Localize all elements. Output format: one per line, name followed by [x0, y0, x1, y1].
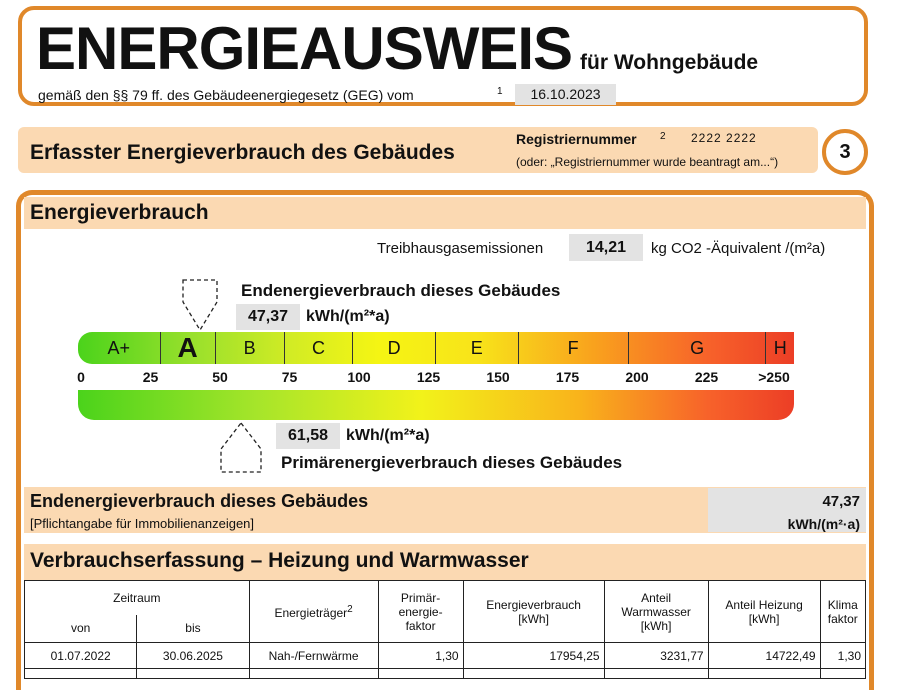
class-c: C: [285, 332, 354, 364]
row-climate: 1,30: [820, 643, 865, 669]
class-f: F: [519, 332, 629, 364]
class-g: G: [629, 332, 767, 364]
end-summary-subtitle: [Pflichtangabe für Immobilienanzeigen]: [30, 516, 255, 531]
scale-tick: 125: [416, 369, 441, 385]
end-summary-title: Endenergieverbrauch dieses Gebäudes: [30, 491, 369, 511]
primary-energy-value: 61,58: [276, 423, 340, 449]
scale-tick: 200: [625, 369, 649, 385]
energy-use-header: Energieverbrauch [kWh]: [463, 581, 604, 643]
document-subtitle: für Wohngebäude: [580, 51, 759, 74]
to-header: bis: [137, 615, 249, 643]
end-summary-unit: kWh/(m²·a): [787, 516, 860, 532]
class-h: H: [773, 338, 787, 358]
row-to: 30.06.2025: [137, 643, 249, 669]
registration-note: (oder: „Registriernummer wurde beantragt am...“): [516, 155, 779, 169]
end-energy-unit: kWh/(m²*a): [306, 308, 390, 325]
consumption-section-title: Verbrauchserfassung – Heizung und Warmwasser: [30, 549, 529, 572]
scale-tick: 150: [486, 369, 510, 385]
scale-tick: 75: [281, 369, 298, 385]
footnote-marker: 1: [497, 86, 503, 97]
primary-factor-header: Primär- energie- faktor: [378, 581, 463, 643]
class-d: D: [353, 332, 436, 364]
efficiency-class-scale: [78, 332, 794, 364]
end-summary-value: 47,37: [822, 493, 860, 510]
document-title: ENERGIEAUSWEIS: [36, 15, 573, 82]
scale-tick: 50: [212, 369, 228, 385]
primary-energy-marker-icon: [219, 421, 263, 475]
row-heating: 14722,49: [708, 643, 820, 669]
heating-header: Anteil Heizung [kWh]: [708, 581, 820, 643]
class-b: B: [216, 332, 285, 364]
page-number: 3: [822, 129, 868, 175]
class-e: E: [436, 332, 519, 364]
end-energy-label: Endenergieverbrauch dieses Gebäudes: [241, 281, 561, 300]
row-carrier: Nah-/Fernwärme: [249, 643, 378, 669]
primary-energy-unit: kWh/(m²*a): [346, 427, 430, 444]
ghg-label: Treibhausgasemissionen: [377, 240, 544, 257]
ghg-unit: kg CO2 -Äquivalent /(m²a): [651, 240, 826, 257]
energy-section-title: Energieverbrauch: [30, 201, 209, 224]
scale-tick: 175: [555, 369, 580, 385]
ghg-value: 14,21: [569, 234, 643, 261]
hot-water-header: Anteil Warmwasser [kWh]: [604, 581, 708, 643]
scale-tick: >250: [758, 369, 790, 385]
scale-tick: 100: [347, 369, 371, 385]
row-energy: 17954,25: [463, 643, 604, 669]
consumption-gradient-bar: [78, 390, 794, 420]
scale-tick: 225: [694, 369, 719, 385]
primary-energy-label: Primärenergieverbrauch dieses Gebäudes: [281, 453, 623, 472]
row-factor: 1,30: [378, 643, 463, 669]
registration-section-title: Erfasster Energieverbrauch des Gebäudes: [30, 141, 455, 164]
registration-number: 2222 2222: [691, 131, 757, 145]
scale-tick: 25: [142, 369, 159, 385]
registration-label: Registriernummer: [516, 131, 637, 147]
registration-footnote: 2: [660, 131, 666, 142]
row-from: 01.07.2022: [25, 643, 137, 669]
end-energy-marker-icon: [180, 278, 220, 332]
scale-tick: 0: [77, 369, 85, 385]
row-hot-water: 3231,77: [604, 643, 708, 669]
end-energy-value: 47,37: [236, 304, 300, 330]
class-a: A: [161, 332, 216, 364]
consumption-table: [24, 580, 866, 679]
class-aplus: A+: [78, 332, 161, 364]
from-header: von: [25, 615, 137, 643]
law-reference: gemäß den §§ 79 ff. des Gebäudeenergiegesetz (GEG) vom: [38, 87, 414, 103]
carrier-header: Energieträger$^2$: [249, 581, 378, 643]
climate-header: Klima faktor: [820, 581, 865, 643]
table-row: [25, 643, 866, 669]
issue-date: 16.10.2023: [515, 84, 616, 105]
period-header: Zeitraum: [25, 581, 250, 615]
